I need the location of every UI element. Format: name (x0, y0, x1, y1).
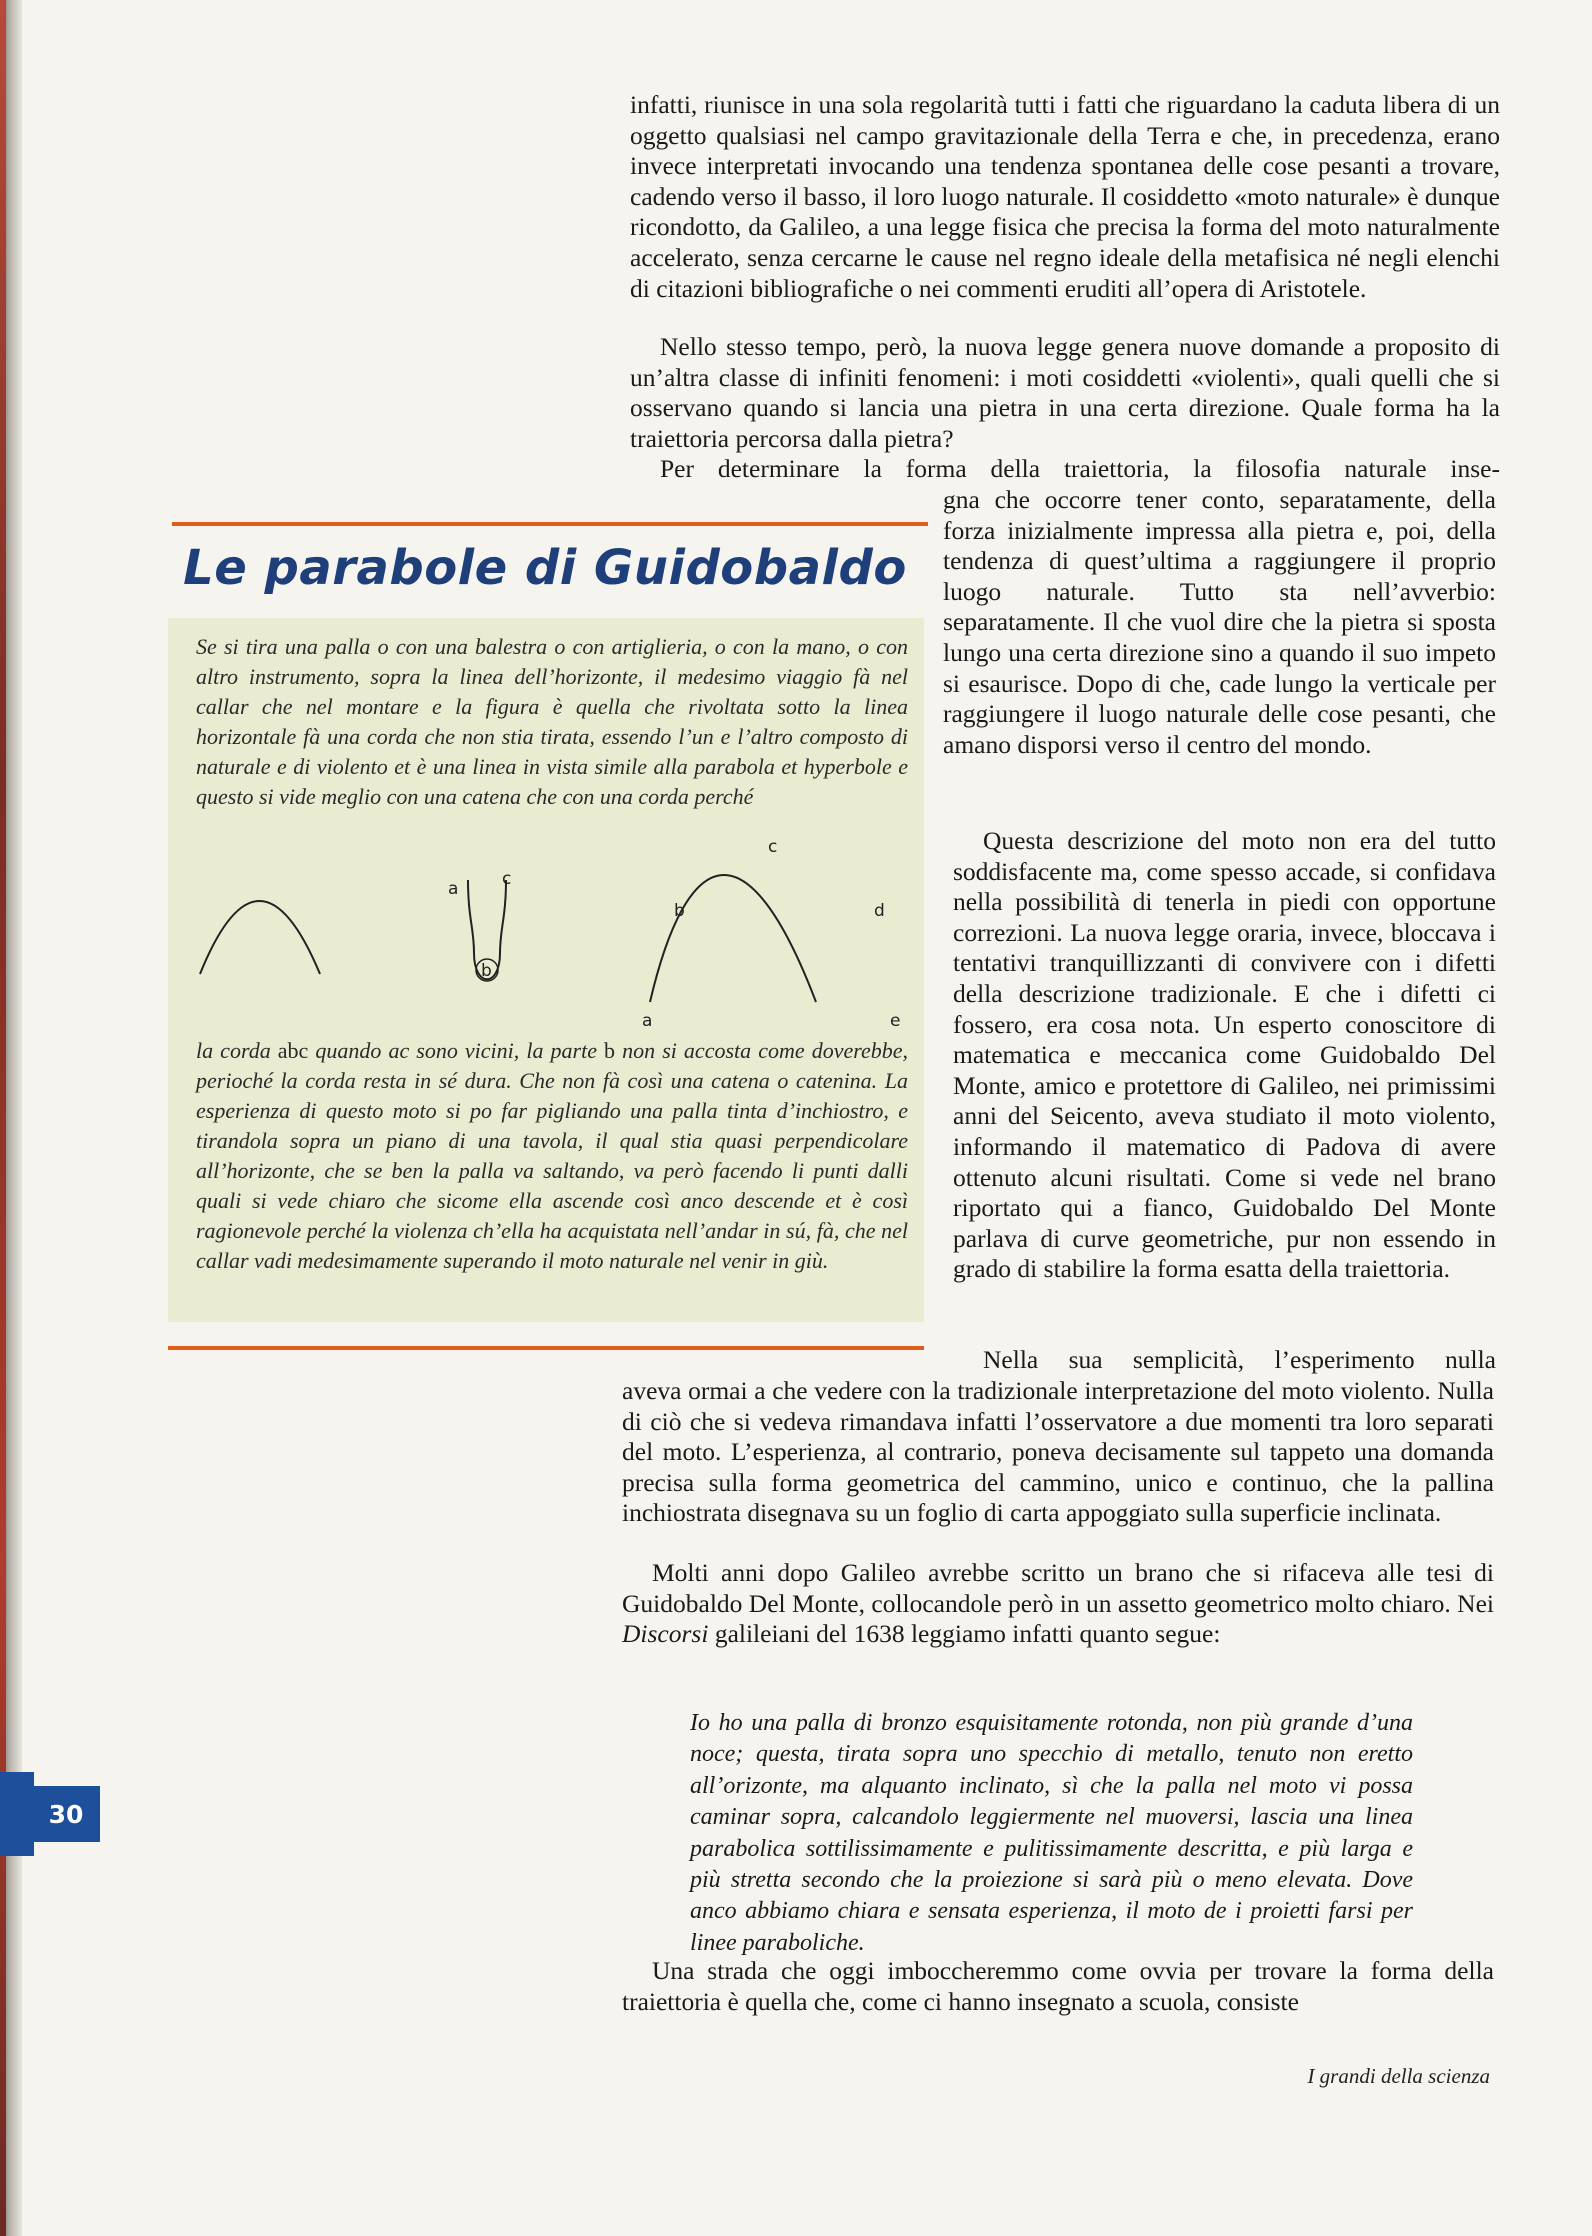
sidebar-quote-bottom: la corda abc quando ac sono vicini, la parte b non si accosta come doverebbe, perioché la corda resta in sé dura. Che non fà così una catena o catenina. La esperienza di questo moto si po far pigliando una palla tinta d’inchiostro, e tirandola sopra un piano di una tavola, il qual stia quasi perpendicolare all’horizonte, che se ben la palla va saltando, va però facendo li punti dalli quali si vede chiaro che sicome ella ascende così anco descende et è così ragionevole perché la violenza ch’ella ha acquistata nell’andar in sú, fà, che nel callar vadi medesimamente superando il moto naturale nel venir in giù. (196, 1038, 908, 1273)
paragraph-3-first-line: Per determinare la forma della traiettoria, la filosofia naturale inse- (660, 454, 1500, 483)
galileo-quote: Io ho una palla di bronzo esquisitamente rotonda, non più grande d’una noce; questa, tirata sopra uno specchio di metallo, tenuto non eretto all’orizonte, ma alquanto inclinato, sì che la palla nel moto vi possa caminar sopra, calcandolo leggiermente nel muoversi, lascia una linea parabolica sottilissimamente e pulitissimamente descritta, e più larga e più stretta secondo che la proiezione si sarà più o meno elevata. Dove anco abbiamo chiara e sensata esperienza, il moto de i proietti farsi per linee paraboliche. (690, 1710, 1413, 1956)
arch-curve (200, 901, 320, 974)
paragraph-1: infatti, riunisce in una sola regolarità tutti i fatti che riguardano la caduta libera di un oggetto qualsiasi nel campo gravitazionale della Terra e che, in precedenza, erano invece interpretati invocando una tendenza spontanea delle cose pesanti a trovare, cadendo verso il basso, il loro luogo naturale. Il cosiddetto «moto naturale» è dunque ricondotto, da Galileo, a una legge fisica che precisa la forma del moto naturalmente accelerato, senza cercarne le cause nel regno ideale della metafisica né negli elenchi di citazioni bibliografiche o nei commenti eruditi all’opera di Aristotele. (630, 90, 1500, 303)
paragraph-7: Una strada che oggi imboccheremmo come ovvia per trovare la forma della traiettoria è quella che, come ci hanno insegnato a scuola, consiste (622, 1956, 1494, 2016)
sidebar-figure (186, 828, 906, 1028)
parabola-label-a: a (642, 1011, 653, 1028)
footer-running-title: I grandi della scienza (1307, 2064, 1490, 2088)
sidebar-top-rule (172, 522, 928, 526)
sidebar-quote-top: Se si tira una palla o con una balestra o con artiglieria, o con la mano, o con altro instrumento, sopra la linea dell’horizonte, il medesimo viaggio fà nel callar che nel montare e la figura è quella che rivoltata sotto la linea horizontale fà una corda che non stia tirata, essendo l’un e l’altro composto di naturale e di violento et è una linea in vista simile alla parabola et hyperbole e questo si vide meglio con una catena che con una corda perché (196, 634, 908, 809)
parabola-label-e: e (890, 1011, 901, 1028)
paragraph-5-first-line: Nella sua semplicità, l’esperimento nulla (983, 1345, 1496, 1374)
binding-edge (0, 0, 6, 2236)
rope-label-b: b (481, 961, 492, 981)
parabola-label-b: b (674, 901, 685, 921)
sidebar-bottom-rule (168, 1346, 924, 1350)
page-number: 30 (32, 1786, 100, 1842)
rope-label-a: a (448, 879, 459, 899)
page-number-tab-edge (0, 1772, 34, 1856)
sidebar-title: Le parabole di Guidobaldo (183, 540, 907, 596)
paragraph-5: aveva ormai a che vedere con la tradizionale interpretazione del moto violento. Nulla di ciò che si vedeva rimandava infatti l’osservatore a due momenti tra loro separati del moto. L’esperienza, al contrario, poneva decisamente sul tappeto una domanda precisa sulla forma geometrica del cammino, unico e continuo, che la pallina inchiostrata disegnava su un foglio di carta appoggiato sulla superficie inclinata. (622, 1376, 1494, 1528)
rope-label-c: c (502, 869, 512, 889)
parabola-label-d: d (874, 901, 885, 921)
paragraph-3: gna che occorre tener conto, separatamente, della forza inizialmente impressa alla pietra e, poi, della tendenza di quest’ultima a raggiungere il proprio luogo naturale. Tutto sta nell’avverbio: separatamente. Il che vuol dire che la pietra si sposta lungo una certa direzione sino a quando il suo impeto si esaurisce. Dopo di che, cade lungo la verticale per raggiungere il luogo naturale delle cose pesanti, che amano disporsi verso il centro del mondo. (943, 485, 1496, 759)
parabola-curve (650, 875, 816, 1002)
parabola-label-c: c (768, 837, 778, 857)
paragraph-2: Nello stesso tempo, però, la nuova legge genera nuove domande a proposito di un’altra classe di infiniti fenomeni: i moti cosiddetti «violenti», quali quelli che si osservano quando si lancia una pietra in una certa direzione. Quale forma ha la traiettoria percorsa dalla pietra? (630, 332, 1500, 453)
paragraph-4: Questa descrizione del moto non era del tutto soddisfacente ma, come spesso accade, si confidava nella possibilità di tenerla in piedi con opportune correzioni. La nuova legge oraria, invece, bloccava i tentativi tranquillizzanti di convivere con i difetti della descrizione tradizionale. E che i difetti ci fossero, era cosa nota. Un esperto conoscitore di matematica e meccanica come Guidobaldo Del Monte, amico e protettore di Galileo, nei primissimi anni del Seicento, aveva studiato il moto violento, informando il matematico di Padova di avere ottenuto alcuni risultati. Come si vede nel brano riportato qui a fianco, Guidobaldo Del Monte parlava di curve geometriche, pur non essendo in grado di stabilire la forma esatta della traiettoria. (953, 826, 1496, 1284)
paragraph-6: Molti anni dopo Galileo avrebbe scritto un brano che si rifaceva alle tesi di Guidobaldo Del Monte, collocandole però in un assetto geometrico molto chiaro. Nei Discorsi galileiani del 1638 leggiamo infatti quanto segue: (622, 1558, 1494, 1649)
